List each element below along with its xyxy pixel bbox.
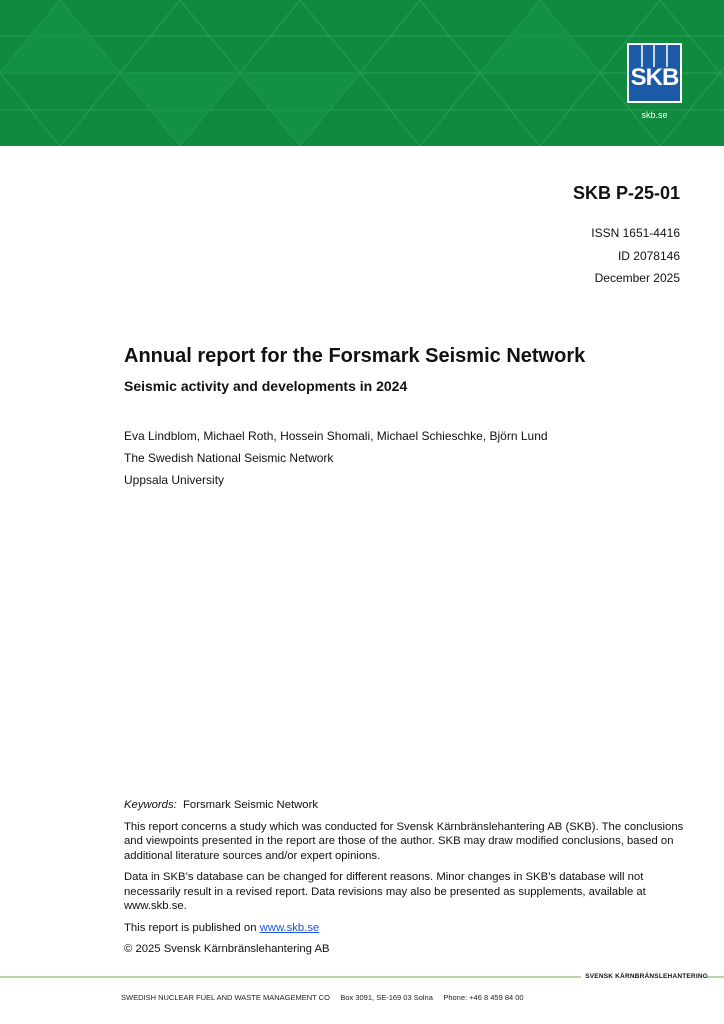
- published-prefix: This report is published on: [124, 921, 260, 934]
- keywords-line: [124, 798, 684, 813]
- disclaimer: This report concerns a study which was conducted for Svensk Kärnbränslehantering AB (SKB). The conclusions and viewpoints presented in the report are those of the author. SKB may draw modified conclusions, based on additional literature sources and/or expert opinions.: [124, 820, 684, 862]
- data-note: Data in SKB’s database can be changed for different reasons. Minor changes in SKB’s database will not necessarily result in a revised report. Data revisions may also be presented as supplements, available at www.skb.se.: [124, 871, 646, 912]
- logo-text: SKB: [630, 64, 679, 91]
- brand-name: SVENSK KÄRNBRÄNSLEHANTERING: [581, 973, 708, 980]
- report-date: December 2025: [594, 271, 680, 285]
- document-id: ID 2078146: [617, 248, 680, 263]
- report-meta: [591, 222, 680, 290]
- issn: ISSN 1651-4416: [591, 226, 680, 240]
- keywords-label: Keywords:: [124, 799, 177, 811]
- header-banner: [0, 0, 724, 146]
- published-line: [124, 921, 684, 936]
- report-subtitle: Seismic activity and developments in 2024: [124, 378, 408, 394]
- company-address: SWEDISH NUCLEAR FUEL AND WASTE MANAGEMENT CO Box 3091, SE-169 03 Solna Phone: +46 8 459 84 00: [121, 993, 524, 1002]
- banner-pattern: [0, 0, 724, 146]
- author-university: Uppsala University: [124, 473, 225, 487]
- report-number: SKB P-25-01: [572, 183, 680, 203]
- skb-logo[interactable]: [627, 43, 682, 103]
- keywords-value: Forsmark Seismic Network: [183, 799, 318, 811]
- author-names: Eva Lindblom, Michael Roth, Hossein Shomali, Michael Schieschke, Björn Lund: [124, 429, 548, 443]
- report-notes: [124, 798, 684, 964]
- authors-block: [124, 425, 548, 491]
- skb-website-link[interactable]: www.skb.se: [259, 921, 320, 934]
- report-title: Annual report for the Forsmark Seismic Network: [124, 345, 586, 367]
- copyright: © 2025 Svensk Kärnbränslehantering AB: [124, 943, 330, 955]
- logo-url[interactable]: skb.se: [641, 110, 668, 120]
- author-organization: The Swedish National Seismic Network: [124, 451, 334, 465]
